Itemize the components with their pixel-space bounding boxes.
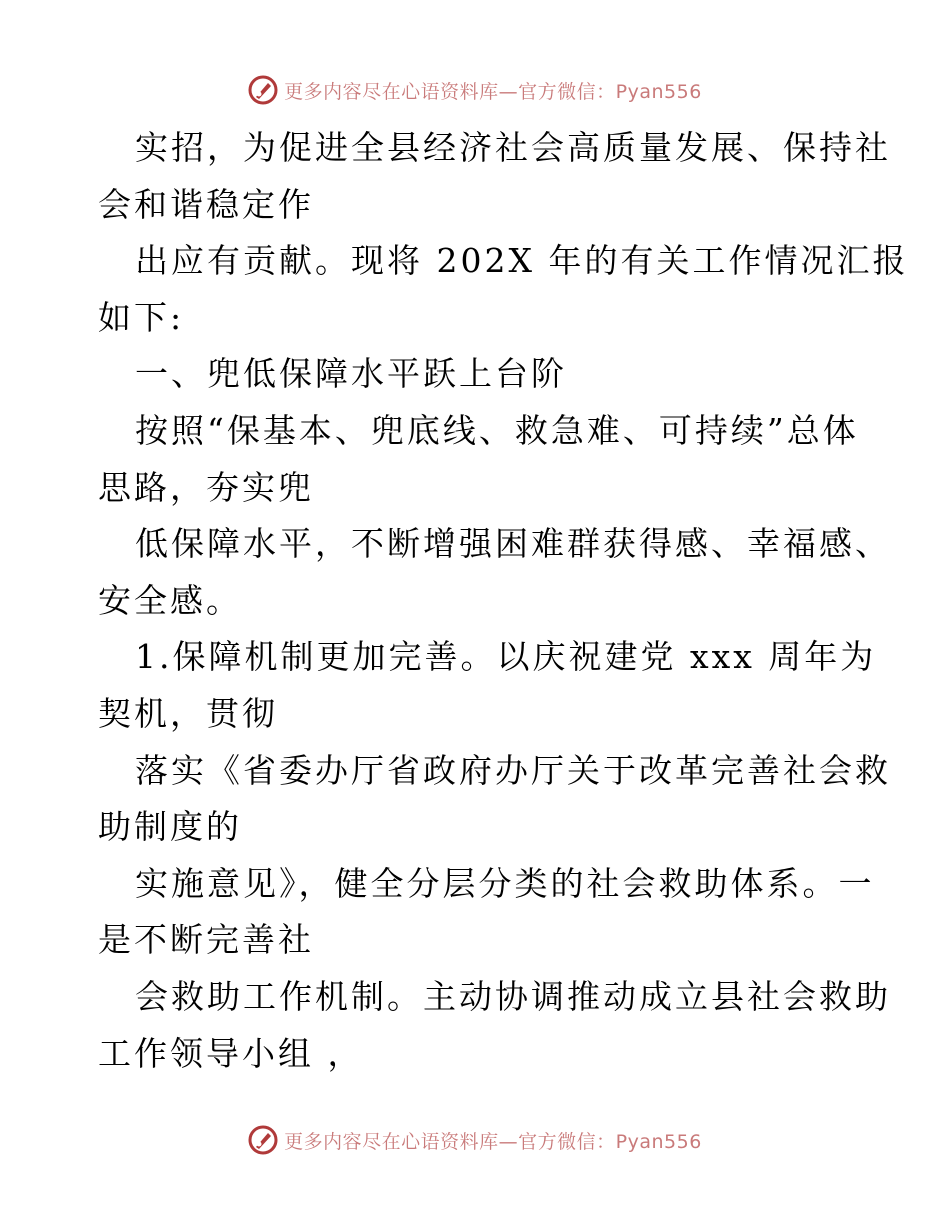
body-line: 按照“保基本、兜底线、救急难、可持续”总体 [135,410,859,450]
footer-watermark-text: 更多内容尽在心语资料库—官方微信：Pyan556 [284,1130,702,1153]
body-line: 工作领导小组 ， [98,1033,364,1073]
body-line: 实施意见》，健全分层分类的社会救助体系。一 [135,863,875,903]
header-watermark [0,70,950,110]
body-line: 助制度的 [98,807,242,847]
body-line: 低保障水平，不断增强困难群获得感、幸福感、 [135,524,891,564]
body-line: 思路，夯实兜 [98,467,314,507]
section-heading: 一、兜低保障水平跃上台阶 [135,354,567,394]
body-line: 是不断完善社 [98,920,314,960]
body-line: 1.保障机制更加完善。以庆祝建党 xxx 周年为 [135,637,877,677]
footer-watermark [0,1120,950,1160]
body-line: 落实《省委办厅省政府办厅关于改革完善社会救 [135,750,891,790]
body-line: 契机，贯彻 [98,693,278,733]
header-watermark-text: 更多内容尽在心语资料库—官方微信：Pyan556 [284,80,702,103]
body-line: 安全感。 [98,580,242,620]
body-line: 如下: [98,297,185,337]
body-line: 出应有贡献。现将 202X 年的有关工作情况汇报 [135,241,909,281]
body-line: 实招，为促进全县经济社会高质量发展、保持社 [135,128,891,167]
body-line: 会救助工作机制。主动协调推动成立县社会救助 [135,976,891,1016]
body-line: 会和谐稳定作 [98,184,314,224]
document-body [98,120,909,1082]
pen-seal-icon [248,75,278,105]
pen-seal-icon [248,1125,278,1155]
